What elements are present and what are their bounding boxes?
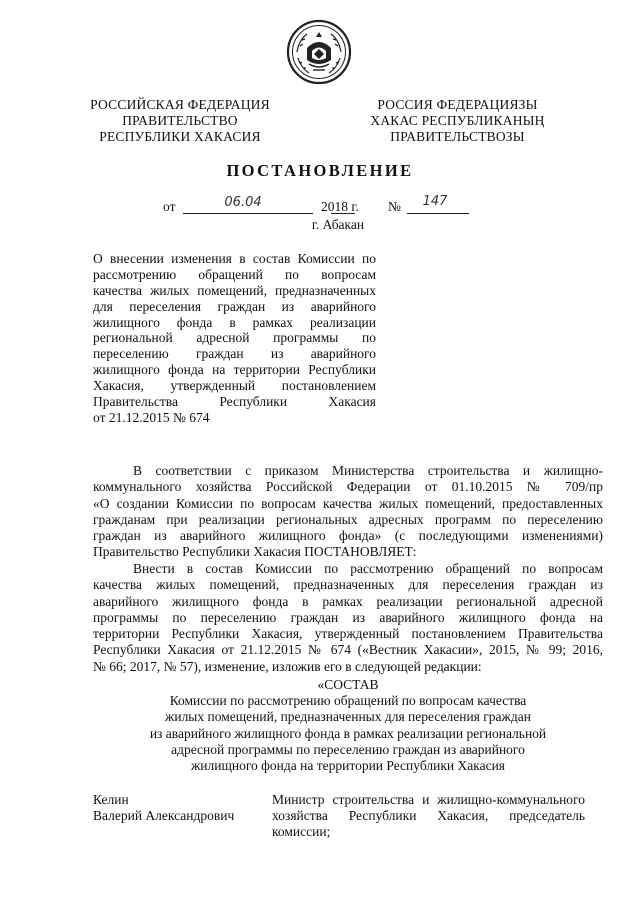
paragraph-line: территории Республики Хакасия, утвержденный постановлением Правительства [93,626,603,642]
composition-heading-line: «СОСТАВ [317,677,379,692]
composition-heading-line: адресной программы по переселению граждан из аварийного [171,741,525,757]
composition-heading-line: Комиссии по рассмотрению обращений по вопросам качества [169,693,527,709]
composition-heading [93,677,603,774]
coat-of-arms-emblem [285,18,353,86]
paragraph-line: «О создании Комиссии по вопросам качества жилых помещений, предоставленных [93,495,603,511]
header-left-line: РЕСПУБЛИКИ ХАКАСИЯ [99,129,261,144]
subject-line: рассмотрению обращений по вопросам [93,266,376,282]
composition-heading-line: жилищного фонда на территории Республики Хакасия [190,758,506,774]
subject-line: жилищного фонда на территории Республики [93,362,376,378]
subject-line: О внесении изменения в состав Комиссии по [93,251,376,266]
subject-block [93,251,376,426]
paragraph-line: В соответствии с приказом Министерства строительства и жилищно- [133,463,603,478]
paragraph-line: Внести в состав Комиссии по рассмотрению обращений по вопросам [133,561,603,576]
header-right [355,97,560,145]
paragraph-line: Республики Хакасия от 21.12.2015 № 674 («Вестник Хакасии», 2015, № 99; 2016, [93,642,603,658]
header-right-line: РОССИЯ ФЕДЕРАЦИЯЗЫ [377,97,538,112]
subject-line: переселению граждан из аварийного [93,346,376,362]
paragraph-line: № 66; 2017, № 57), изменение, изложив его в следующей редакции: [93,658,482,674]
header-left-line: ПРАВИТЕЛЬСТВО [122,113,238,128]
subject-line: от 21.12.2015 № 674 [93,409,210,425]
composition-heading-line: жилых помещений, предназначенных для переселения граждан [165,709,531,725]
date-from-label: от [163,199,176,214]
header-right-line: ХАКАС РЕСПУБЛИКАНЫҢ [370,113,545,128]
paragraph-line: аварийного жилищного фонда в рамках реализации региональной адресной [93,593,603,609]
header-left [80,97,280,145]
paragraph-line: коммунального хозяйства Российской Федерации от 01.10.2015 № 709/пр [93,479,603,495]
member-role-line: комиссии; [272,824,331,840]
member-role [272,792,585,841]
subject-line: региональной адресной программы по [93,330,376,346]
paragraph-line: гражданам при реализации региональных адресных программ по переселению [93,511,603,527]
subject-line: жилищного фонда в рамках реализации [93,314,376,330]
subject-line: Правительства Республики Хакасия [93,394,376,410]
subject-line: качества жилых помещений, предназначенных [93,282,376,298]
composition-heading-line: из аварийного жилищного фонда в рамках реализации региональной [149,725,547,741]
resolution-paragraph [93,561,603,675]
header-right-line: ПРАВИТЕЛЬСТВОЗЫ [390,129,525,144]
date-line [163,194,483,217]
member-role-line: хозяйства Республики Хакасия, председатель [272,808,585,824]
paragraph-line: Правительство Республики Хакасия ПОСТАНОВЛЯЕТ: [93,544,417,560]
member-given-names: Валерий Александрович [93,808,235,824]
member-role-line: Министр строительства и жилищно-коммунального [272,792,585,807]
paragraph-line: граждан из аварийного жилищного фонда» (с последующими изменениями) [93,528,603,544]
number-sign: № [388,199,401,214]
subject-line: Хакасия, утвержденный постановлением [93,378,376,394]
member-name [93,792,263,824]
document-title: ПОСТАНОВЛЕНИЕ [226,161,414,180]
year-label: 2018 г. [321,199,359,214]
city-label: г. Абакан [311,217,365,232]
header-left-line: РОССИЙСКАЯ ФЕДЕРАЦИЯ [90,97,270,112]
date-handwritten: 06.04 [224,195,262,210]
preamble-paragraph [93,463,603,561]
subject-line: для переселения граждан из аварийного [93,298,376,314]
paragraph-line: программы по переселению граждан из аварийного жилищного фонда на [93,609,603,625]
member-surname: Келин [93,792,129,807]
number-handwritten: 147 [422,194,448,209]
paragraph-line: качества жилых помещений, предназначенных для переселения граждан из [93,577,603,593]
